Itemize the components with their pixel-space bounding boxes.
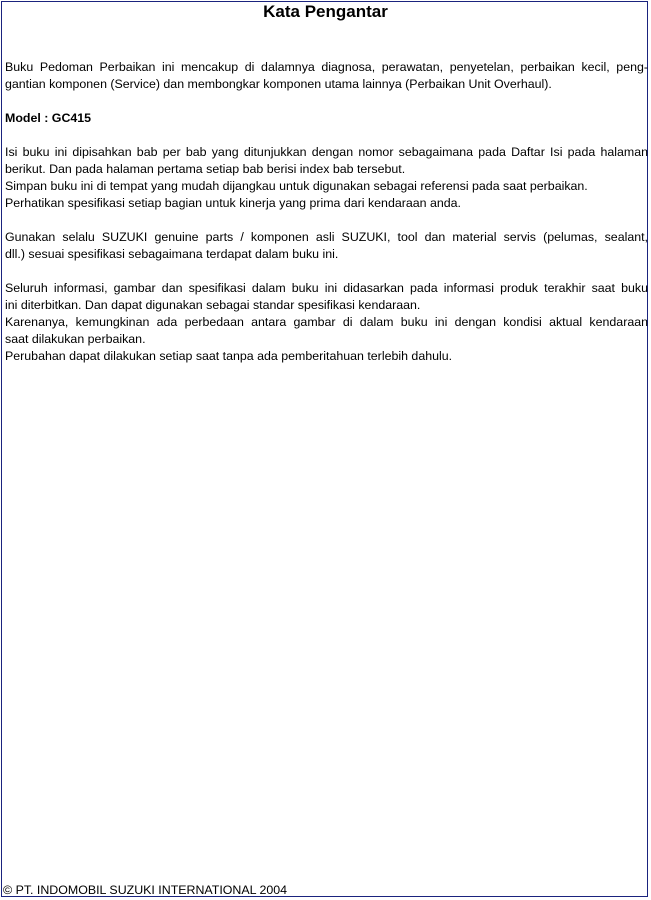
model-paragraph [5, 110, 648, 127]
parts-paragraph [5, 229, 648, 263]
info-line-1: Seluruh informasi, gambar dan spesifikasi dalam buku ini didasarkan pada informasi produk terakhir saat buku [5, 281, 648, 295]
model-label: Model : GC415 [5, 111, 92, 125]
copyright-footer: © PT. INDOMOBIL SUZUKI INTERNATIONAL 2004 [3, 883, 288, 897]
info-line-5: Perubahan dapat dilakukan setiap saat tanpa ada pemberitahuan terlebih dahulu. [5, 349, 453, 363]
intro-line-2: gantian komponen (Service) dan membongkar komponen utama lainnya (Perbaikan Unit Overhaul). [5, 77, 552, 91]
chapters-paragraph [5, 144, 648, 212]
info-line-4: saat dilakukan perbaikan. [5, 332, 146, 346]
chapters-line-2: berikut. Dan pada halaman pertama setiap bab berisi index bab tersebut. [5, 162, 406, 176]
info-line-2: ini diterbitkan. Dan dapat digunakan sebagai standar spesifikasi kendaraan. [5, 298, 421, 312]
parts-line-2: dll.) sesuai spesifikasi sebagaimana terdapat dalam buku ini. [5, 247, 339, 261]
info-paragraph [5, 280, 648, 365]
intro-paragraph [5, 59, 648, 93]
chapters-line-1: Isi buku ini dipisahkan bab per bab yang ditunjukkan dengan nomor sebagaimana pada Daftar Isi pada halaman [5, 145, 648, 159]
chapters-line-4: Perhatikan spesifikasi setiap bagian untuk kinerja yang prima dari kendaraan anda. [5, 196, 461, 210]
page-title: Kata Pengantar [263, 2, 388, 21]
info-line-3: Karenanya, kemungkinan ada perbedaan antara gambar di dalam buku ini dengan kondisi aktual kendaraan [5, 315, 648, 329]
chapters-line-3: Simpan buku ini di tempat yang mudah dijangkau untuk digunakan sebagai referensi pada saat perbaikan. [5, 179, 588, 193]
parts-line-1: Gunakan selalu SUZUKI genuine parts / komponen asli SUZUKI, tool dan material servis (pelumas, sealant, [5, 230, 648, 244]
intro-line-1: Buku Pedoman Perbaikan ini mencakup di dalamnya diagnosa, perawatan, penyetelan, perbaikan kecil, peng- [5, 60, 648, 74]
document-body [5, 59, 648, 382]
